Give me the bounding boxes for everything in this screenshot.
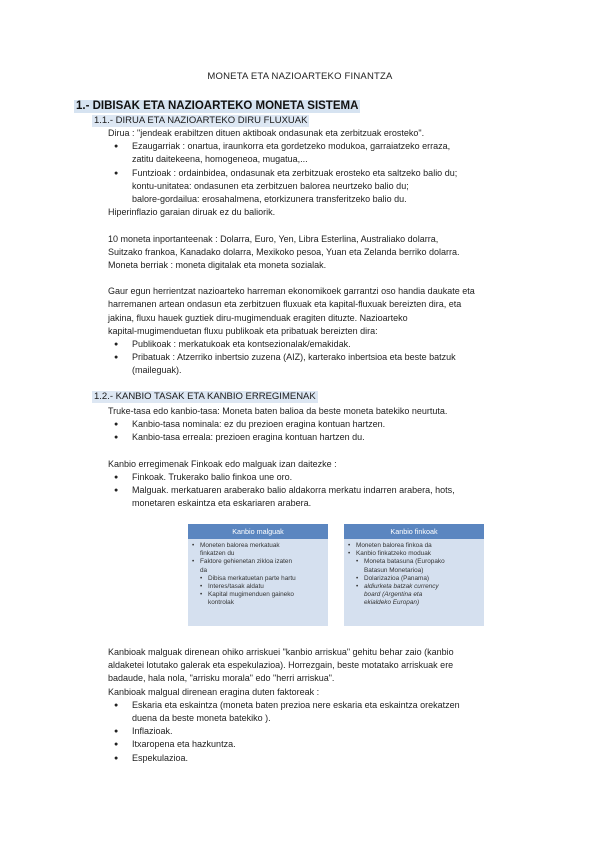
bullet-icon: • [200,591,203,599]
truke-definition: Truke-tasa edo kanbio-tasa: Moneta baten balioa da beste moneta batekiko neurtuta. [108,406,448,416]
tasak-bullets [108,418,528,444]
list-item [108,752,528,765]
dirua-bullets [108,140,528,206]
figure-item-line: Faktore gehienetan zikloa izaten [200,558,293,566]
figure-subitem [348,583,480,608]
list-item-line: Malguak. merkatuaren araberako balio aldakorra merkatu indarren arabera, hots, [132,485,455,496]
arriskua-paragraph [108,646,528,686]
bullet-icon: • [200,583,203,591]
list-item-line: (maileguak). [132,365,182,376]
list-item [108,351,528,377]
list-item-line: balore-gordailua: erosahalmena, etorkizunera transferitzeko balio du. [132,193,407,204]
bullet-icon: • [192,542,195,549]
bullet-icon: ● [114,728,119,736]
figure-item [348,542,480,550]
list-item-line: kontu-unitatea: ondasunen eta zerbitzuen balorea neurtzeko balio du; [132,180,409,191]
figure-subitem-line: Batasun Monetarioa) [364,566,424,574]
list-item-line: Ezaugarriak : onartua, iraunkorra eta gordetzeko modukoa, garraiatzeko erraza, [132,141,451,152]
paragraph-line: 10 moneta inportanteenak : Dolarra, Euro, Yen, Libra Esterlina, Australiako dolarra, [108,233,439,244]
list-item-line: monetaren eskaintza eta eskariaren arabera. [132,498,312,509]
list-item-line: Pribatuak : Atzerriko inbertsio zuzena (AIZ), karterako inbertsioa eta beste batzuk [132,352,456,363]
list-item [108,418,528,431]
bullet-icon: ● [114,354,119,362]
bullet-icon: • [348,550,351,558]
fluxuak-bullets [108,338,528,378]
list-item-line: Itxaropena eta hazkuntza. [132,739,236,750]
figure-subitem-line: Dibisa merkatuetan parte hartu [208,574,296,582]
section-1-2-heading: 1.2.- KANBIO TASAK ETA KANBIO ERREGIMENAK [94,391,316,402]
list-item [108,699,528,725]
list-item-line: Publikoak : merkatukoak eta kontsezionalak/emakidak. [132,339,351,349]
bullet-icon: ● [114,701,119,709]
paragraph-line: badaude, hala nola, "arrisku morala" edo "herri arriskua". [108,673,335,684]
bullet-icon: ● [114,434,119,442]
list-item-line: Kanbio-tasa erreala: prezioen eragina kontuan hartzen du. [132,432,365,443]
bullet-icon: ● [114,473,119,481]
paragraph-line: Gaur egun herrientzat nazioarteko harreman ekonomikoek garrantzi oso handia daukate eta [108,286,475,297]
paragraph-line: kapital-mugimenduetan fluxu publikoak eta pribatuak bereizten dira: [108,325,378,336]
section-1-2-body-continued [108,646,528,765]
hiperinflazio-line: Hiperinflazio garaian diruak ez du baliorik. [108,207,276,218]
list-item [108,484,528,510]
figure-item [192,542,324,558]
bullet-icon: ● [114,754,119,762]
list-item-line: Inflazioak. [132,726,173,737]
figure-subitem [348,575,480,583]
bullet-icon: ● [114,341,119,348]
list-item-line: Funtzioak : ordainbidea, ondasunak eta zerbitzuak erosteko eta saltzeko balio du; [132,167,458,178]
erregimenak-bullets [108,471,528,511]
section-1-heading: 1.- DIBISAK ETA NAZIOARTEKO MONETA SISTEMA [76,100,359,112]
list-item-line: Finkoak. Trukerako balio finkoa une oro. [132,471,293,482]
list-item-line: Eskaria eta eskaintza (moneta baten prezioa nere eskaria eta eskaintza orekatzen [132,699,460,710]
list-item-line: zatitu daitekeena, homogeneoa, mugatua,... [132,154,308,165]
paragraph-line: Kanbioak malguak direnean ohiko arriskuei "kanbio arriskua" gehitu behar zaio (kanbio [108,647,454,657]
paragraph-line: Moneta berriak : moneta digitalak eta moneta sozialak. [108,259,327,270]
paragraph-line: Suitzako frankoa, Kanadako dolarra, Mexikoko pesoa, Yuan eta Zelanda berriko dolarra. [108,246,460,257]
list-item [108,140,528,166]
list-item-line: Kanbio-tasa nominala: ez du prezioen eragina kontuan hartzen. [132,419,386,430]
figure-item-line: Kanbio finkatzeko moduak [356,550,431,558]
figure-kanbio-finkoak [344,524,484,626]
figure-finkoak-title: Kanbio finkoak [344,524,484,539]
figure-subitem-line: Moneta batasuna (Europako [364,558,445,566]
section-1-2-body [108,405,528,511]
figure-item-line: finkatzen du [200,550,235,558]
harremanak-paragraph [108,285,528,338]
figure-item-line: Moneten balorea finkoa da [356,542,432,549]
list-item [108,738,528,751]
bullet-icon: ● [114,143,119,151]
figure-subitem-line: Interes/tasak aldatu [208,583,264,591]
paragraph-line: aldaketei lotutako galerak eta espekulazioa). Horrezgain, beste motatako arriskuak ere [108,660,454,671]
figure-subitem-line: aldiurketa batzak currency [364,583,439,591]
figure-subitem-line: kontrolak [208,599,234,607]
figure-malguak-body [188,539,328,608]
figure-kanbio-malguak [188,524,328,626]
figure-finkoak-body [344,539,484,608]
figure-malguak-title: Kanbio malguak [188,524,328,539]
figure-item [348,550,480,558]
bullet-icon: ● [114,487,119,495]
list-item [108,725,528,738]
figure-subitem [192,575,324,583]
figure-subitem-line: ekialdeko Europan) [364,599,420,607]
erregimenak-intro: Kanbio erregimenak Finkoak edo malguak izan daitezke : [108,458,337,469]
bullet-icon: • [200,574,203,582]
bullet-icon: ● [114,741,119,749]
dirua-definition: Dirua : "jendeak erabiltzen dituen aktiboak ondasunak eta zerbitzuak erosteko". [108,128,425,138]
figure-item [192,558,324,574]
figure-subitem [192,583,324,591]
monetak-paragraph [108,233,528,273]
figure-item-line: Moneten balorea merkatuak [200,542,280,549]
list-item-line: Espekulazioa. [132,752,189,763]
list-item [108,431,528,444]
bullet-icon: ● [114,421,119,429]
faktoreak-intro: Kanbioak malgual direnean eragina duten faktoreak : [108,686,320,697]
document-title: MONETA ETA NAZIOARTEKO FINANTZA [207,71,393,82]
bullet-icon: • [348,542,351,549]
list-item [108,471,528,484]
figure-item-line: da [200,566,208,574]
list-item-line: duena da beste moneta batekiko ). [132,712,271,723]
section-1-1-body [108,127,528,378]
figure-subitem [192,591,324,607]
bullet-icon: ● [114,169,119,177]
section-1-1-heading: 1.1.- DIRUA ETA NAZIOARTEKO DIRU FLUXUAK [94,115,308,126]
bullet-icon: • [192,558,195,566]
figure-subitem-line: Dolarizazioa (Panama) [364,574,429,582]
list-item [108,167,528,207]
bullet-icon: • [356,558,359,566]
paragraph-line: jakina, fluxu hauek guztiek diru-mugimenduak eragiten dituzte. Nazioarteko [108,312,408,323]
bullet-icon: • [356,574,359,582]
figure-subitem-line: Kapital mugimenduen gaineko [208,591,294,599]
figure-subitem-line: board (Argentina eta [364,591,423,599]
faktoreak-bullets [108,699,528,765]
bullet-icon: • [356,583,359,591]
list-item [108,338,528,351]
figure-subitem [348,558,480,574]
paragraph-line: harremanen artean ondasun eta zerbitzuen fluxuak eta kapital-fluxuak bereizten dira, eta [108,299,462,310]
